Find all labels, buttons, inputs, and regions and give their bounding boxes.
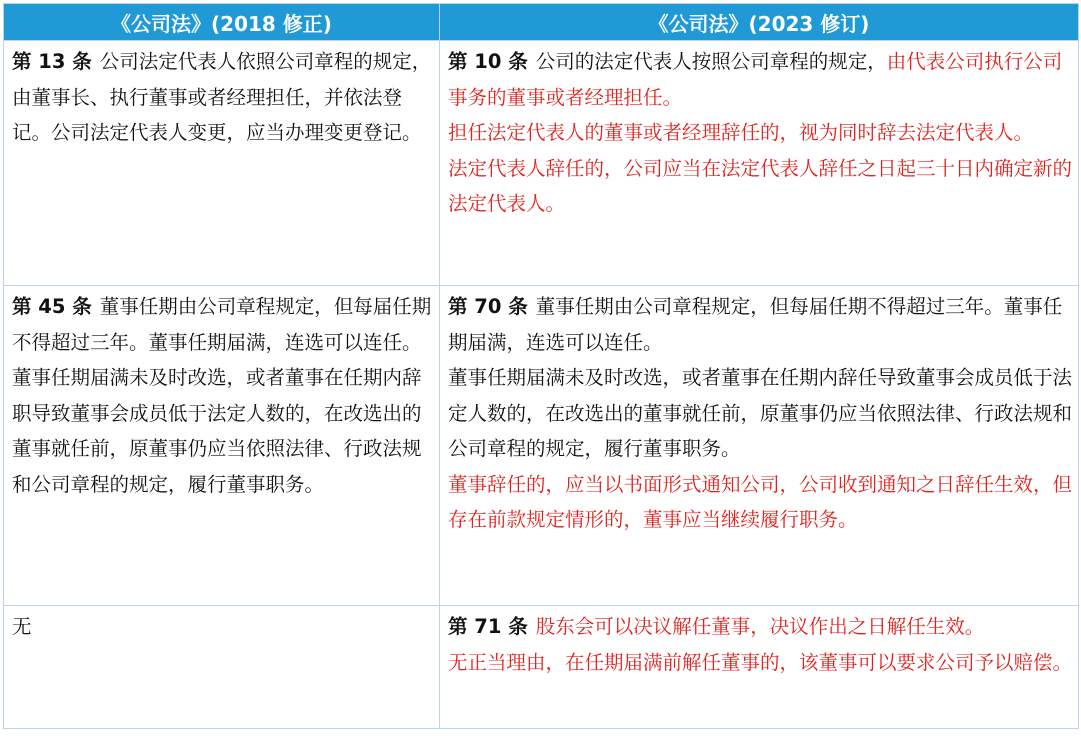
article-text: 董事任期由公司章程规定，但每届任期不得超过三年。董事任期届满，连选可以连任。 — [448, 295, 1063, 354]
article-text: 董事任期由公司章程规定，但每届任期不得超过三年。董事任期届满，连选可以连任。 — [12, 295, 432, 354]
new-article-10-paragraph-3: 法定代表人辞任的，公司应当在法定代表人辞任之日起三十日内确定新的法定代表人。 — [448, 156, 1073, 215]
comparison-table — [3, 3, 1079, 729]
old-none-cell — [4, 606, 440, 729]
new-article-71-paragraph-1 — [448, 609, 1072, 645]
table-row — [4, 606, 1079, 729]
article-number: 第 71 条 — [448, 615, 528, 638]
header-row — [4, 4, 1079, 41]
new-article-70-cell — [440, 286, 1079, 606]
no-counterpart-text: 无 — [12, 615, 32, 638]
new-article-10-cell — [440, 41, 1079, 286]
amended-text: 股东会可以决议解任董事，决议作出之日解任生效。 — [535, 615, 985, 638]
article-number: 第 13 条 — [12, 50, 92, 73]
table-row — [4, 286, 1079, 606]
new-article-71-paragraph-2: 无正当理由，在任期届满前解任董事的，该董事可以要求公司予以赔偿。 — [448, 650, 1073, 674]
amended-text: 由代表公司执行公司事务的董事或者经理担任。 — [448, 50, 1063, 109]
article-text: 公司法定代表人依照公司章程的规定，由董事长、执行董事或者经理担任，并依法登记。公司法定代表人变更，应当办理变更登记。 — [12, 50, 432, 144]
header-2018-revision: 《公司法》(2018 修正) — [4, 4, 440, 41]
old-article-45-cell — [4, 286, 440, 606]
article-text: 公司的法定代表人按照公司章程的规定， — [535, 50, 887, 73]
table-row — [4, 41, 1079, 286]
article-number: 第 10 条 — [448, 50, 528, 73]
new-article-10-paragraph-2: 担任法定代表人的董事或者经理辞任的，视为同时辞去法定代表人。 — [448, 121, 1034, 144]
new-article-70-paragraph-1 — [448, 289, 1072, 360]
new-article-70-paragraph-2: 董事任期届满未及时改选，或者董事在任期内辞任导致董事会成员低于法定人数的，在改选出的董事就任前，原董事仍应当依照法律、行政法规和公司章程的规定，履行董事职务。 — [448, 366, 1073, 460]
header-2023-revision: 《公司法》(2023 修订) — [440, 4, 1079, 41]
article-number: 第 70 条 — [448, 295, 528, 318]
article-number: 第 45 条 — [12, 295, 92, 318]
old-article-45-paragraph-1 — [12, 289, 433, 360]
new-article-71-cell — [440, 606, 1079, 729]
old-article-13-cell — [4, 41, 440, 286]
new-article-10-paragraph-1 — [448, 44, 1072, 115]
new-article-70-paragraph-3: 董事辞任的，应当以书面形式通知公司，公司收到通知之日辞任生效，但存在前款规定情形的，董事应当继续履行职务。 — [448, 472, 1073, 531]
old-article-45-paragraph-2: 董事任期届满未及时改选，或者董事在任期内辞职导致董事会成员低于法定人数的，在改选出的董事就任前，原董事仍应当依照法律、行政法规和公司章程的规定，履行董事职务。 — [12, 366, 422, 496]
old-article-13-paragraph — [12, 44, 433, 151]
